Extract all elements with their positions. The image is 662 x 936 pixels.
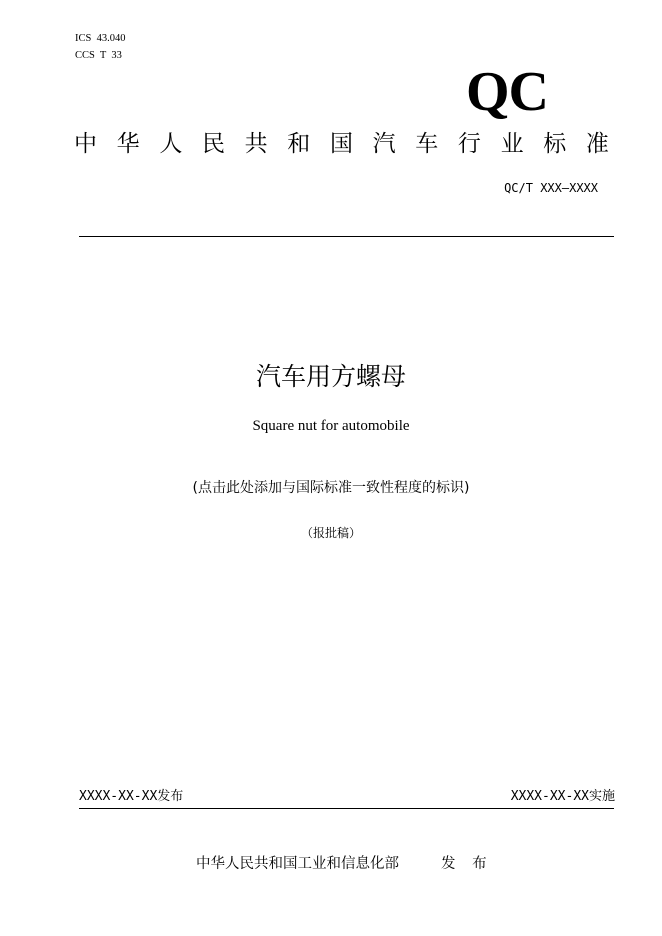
issuing-authority: 中华人民共和国工业和信息化部 bbox=[196, 856, 399, 872]
implement-date bbox=[511, 788, 615, 806]
consistency-note[interactable]: (点击此处添加与国际标准一致性程度的标识) bbox=[192, 480, 470, 496]
document-title-cn: 汽车用方螺母 bbox=[255, 362, 406, 391]
publish-date-value: XXXX-XX-XX bbox=[79, 789, 158, 804]
title-char: 中 bbox=[74, 131, 97, 157]
publish-date bbox=[79, 788, 183, 806]
title-char: 华 bbox=[116, 131, 140, 157]
publish-label: 发布 bbox=[157, 789, 184, 804]
title-char: 标 bbox=[543, 131, 567, 157]
ccs-code: CCS T 33 bbox=[75, 50, 122, 61]
industry-standard-title bbox=[74, 128, 609, 160]
implement-label: 实施 bbox=[588, 789, 615, 804]
title-char: 准 bbox=[585, 131, 609, 157]
ics-code: ICS 43.040 bbox=[75, 33, 126, 44]
title-char: 汽 bbox=[372, 131, 396, 157]
implement-date-value: XXXX-XX-XX bbox=[510, 789, 589, 804]
footer-divider bbox=[79, 808, 614, 809]
issue-label: 发 布 bbox=[441, 856, 493, 872]
title-char: 民 bbox=[201, 131, 225, 157]
title-char: 行 bbox=[457, 131, 481, 157]
draft-stage-label: （报批稿） bbox=[300, 526, 361, 540]
title-char: 共 bbox=[244, 131, 268, 157]
document-title-en: Square nut for automobile bbox=[252, 418, 410, 434]
title-char: 车 bbox=[415, 131, 439, 157]
title-char: 业 bbox=[500, 131, 524, 157]
title-char: 国 bbox=[329, 131, 353, 157]
header-divider bbox=[79, 236, 614, 237]
title-char: 人 bbox=[159, 131, 183, 157]
qc-logo: QC bbox=[466, 61, 548, 123]
standard-number: QC/T XXX—XXXX bbox=[504, 181, 598, 195]
title-char: 和 bbox=[287, 131, 311, 157]
